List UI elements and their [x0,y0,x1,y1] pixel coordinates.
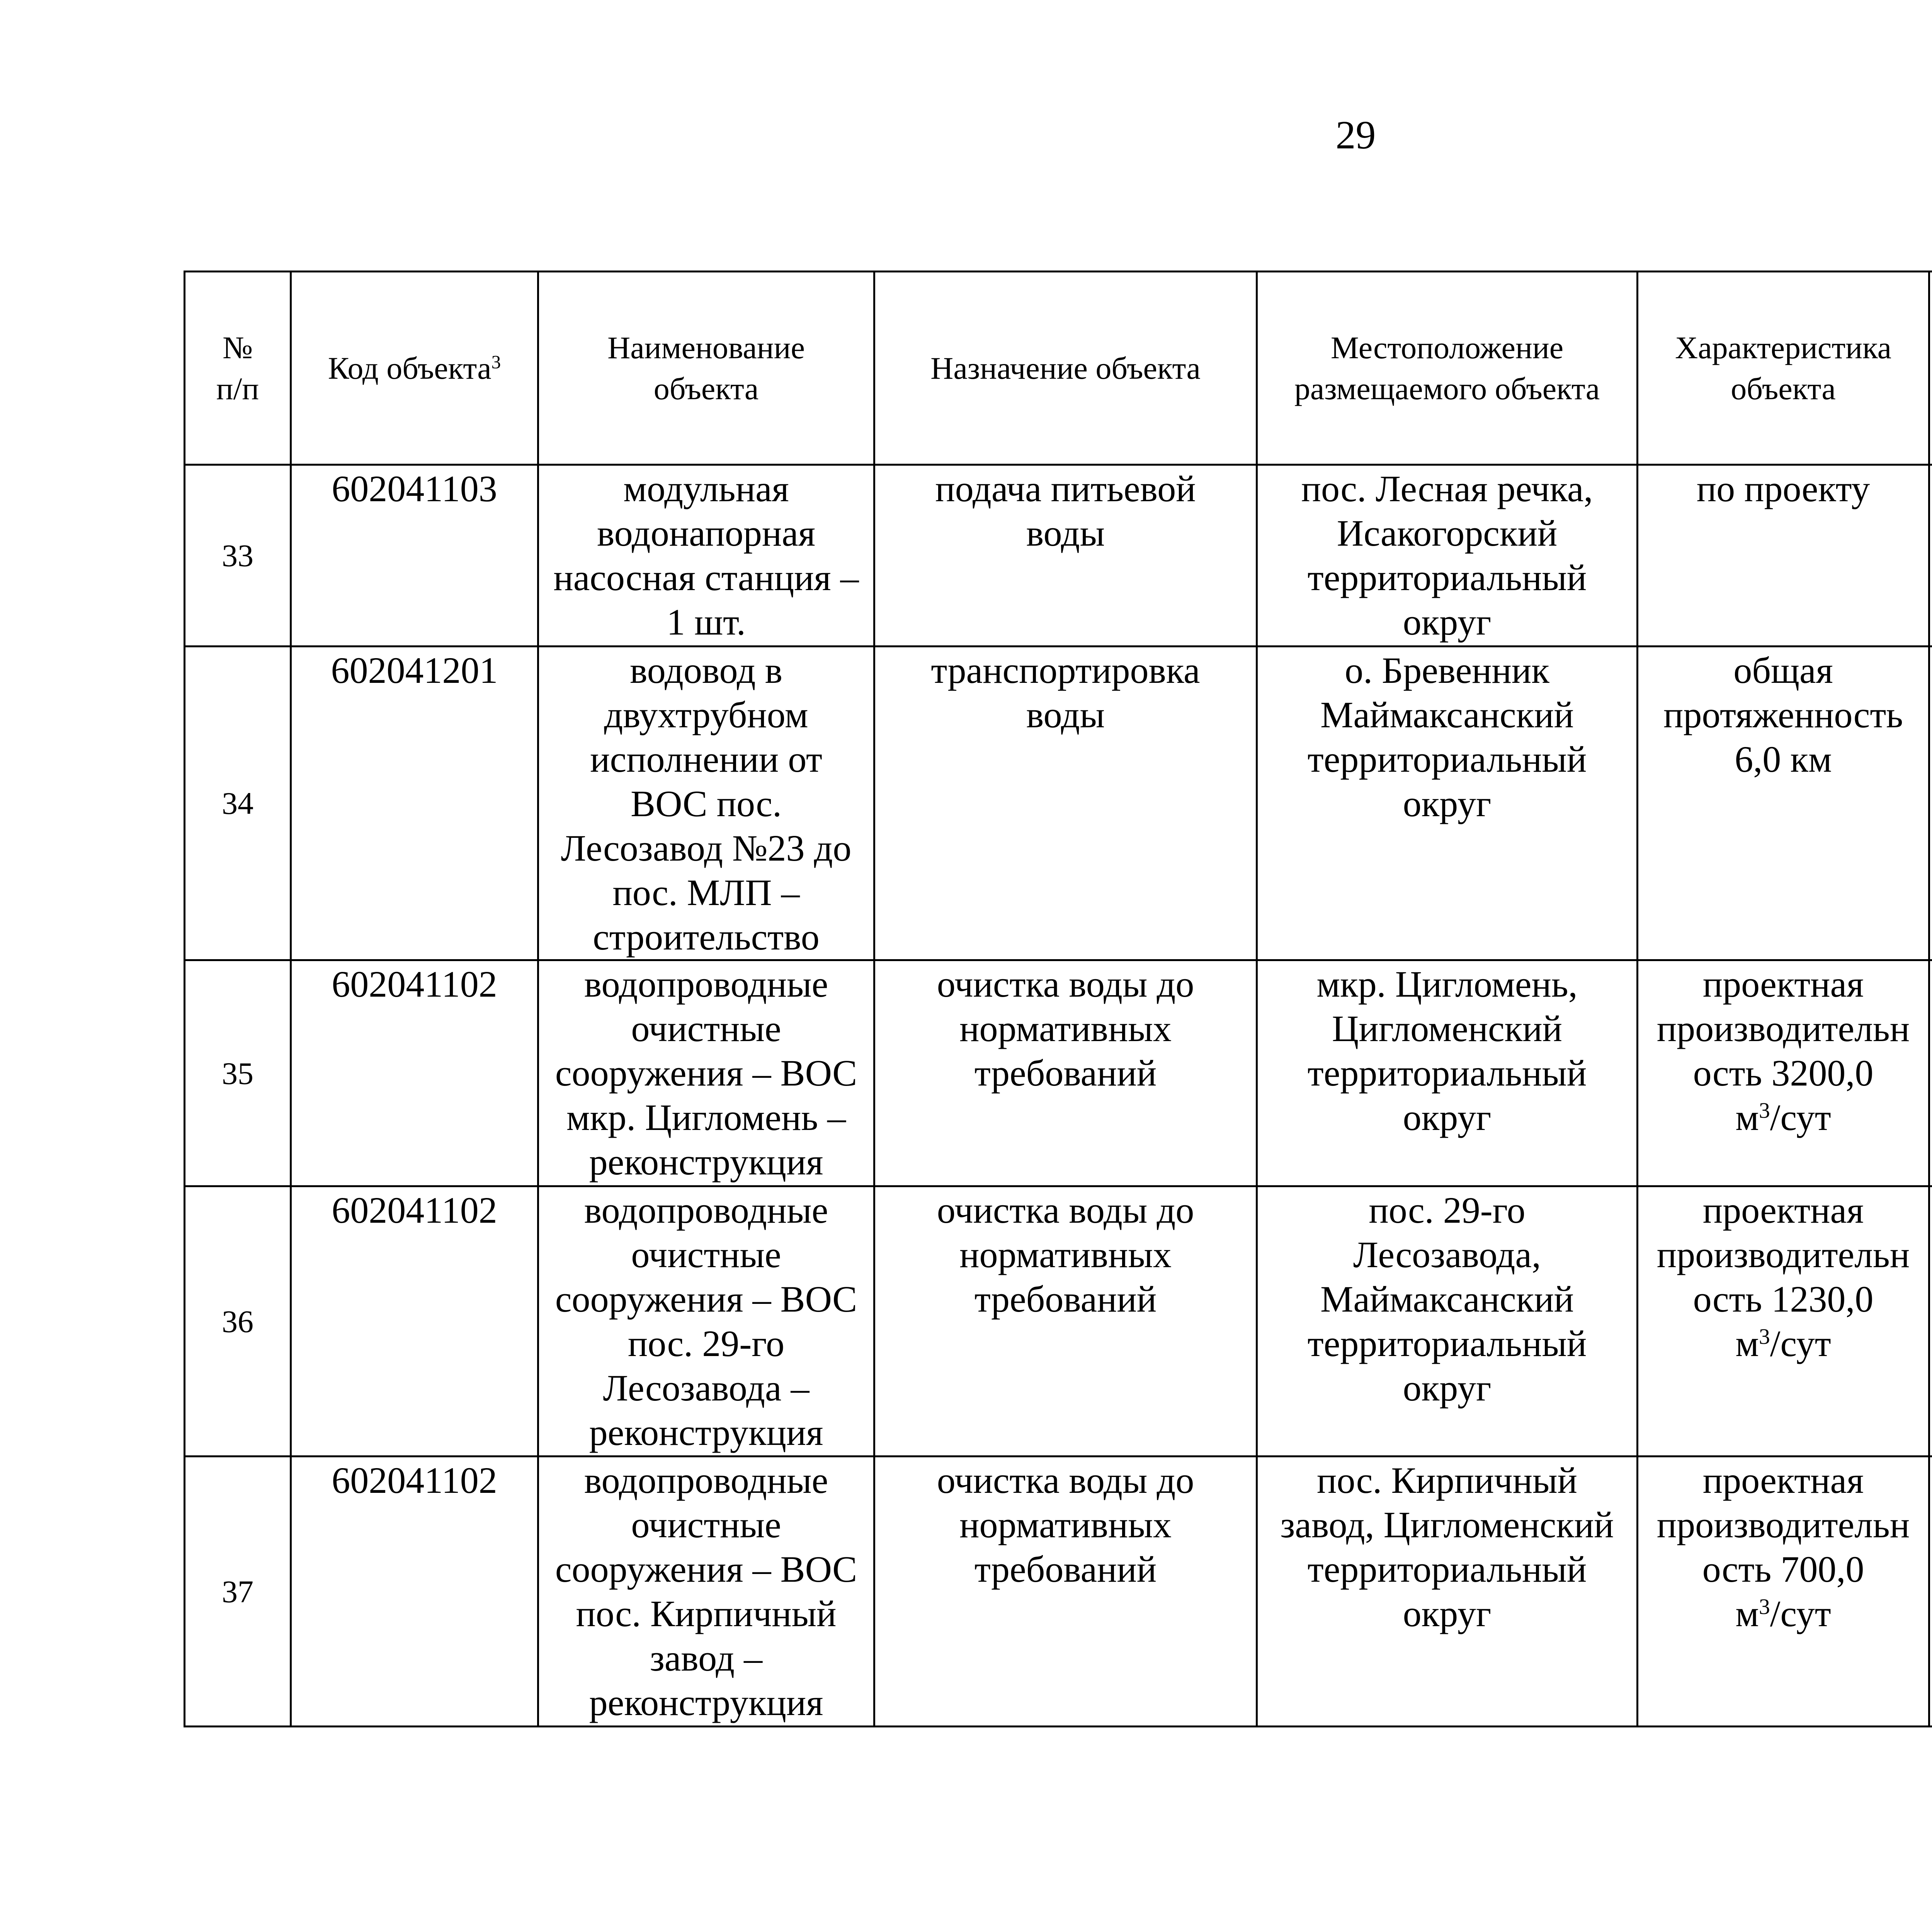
header-name-line1: Наименование [607,330,805,365]
object-purpose [874,465,1257,647]
object-purpose [874,647,1257,960]
header-characteristic-line1: Характеристика [1675,330,1891,365]
object-characteristic [1638,1457,1929,1727]
row-number: 33 [185,465,291,647]
object-name [538,465,874,647]
object-name-line: сооружения – ВОС [555,1548,857,1590]
object-name-line: водонапорная [597,512,815,554]
unit-base: м [1735,1323,1759,1364]
header-location-line2: размещаемого объекта [1294,371,1600,406]
header-code-label: Код объекта [328,350,492,386]
unit-exponent: 3 [1759,1324,1770,1349]
unit-rest: /сут [1770,1593,1831,1634]
object-location-line: Исакогорский [1337,512,1558,554]
object-location-line: территориальный [1307,1548,1587,1590]
object-purpose-line: нормативных [959,1008,1172,1049]
row-number: 37 [185,1457,291,1727]
object-name-line: реконструкция [589,1682,823,1723]
object-purpose [874,1186,1257,1457]
object-zones [1929,1457,1932,1727]
object-name-line: очистные [631,1008,781,1049]
object-name-line: ВОС пос. [631,783,782,824]
header-code [291,272,538,465]
header-characteristic [1638,272,1929,465]
object-name-line: пос. МЛП – [612,872,800,913]
header-location [1257,272,1638,465]
object-name-line: водопроводные [584,1460,828,1501]
object-characteristic [1638,1186,1929,1457]
object-location [1257,647,1638,960]
object-characteristic-line: проектная [1702,963,1864,1005]
object-characteristic-unit [1644,1095,1923,1140]
object-characteristic-line: по проекту [1696,468,1870,509]
table-row [185,1457,1932,1727]
object-name-line: насосная станция – [553,557,859,598]
object-location-line: территориальный [1307,738,1587,780]
header-number-line2: п/п [216,371,259,406]
object-location-line: округ [1403,1097,1492,1138]
table-row [185,960,1932,1186]
object-characteristic-line: проектная [1702,1189,1864,1231]
object-name-line: водовод в [630,650,782,691]
object-code: 602041103 [291,465,538,647]
object-location-line: округ [1403,783,1492,824]
object-characteristic [1638,647,1929,960]
object-characteristic-line: производительн [1656,1234,1910,1275]
table-row [185,1186,1932,1457]
object-name-line: 1 шт. [667,601,746,643]
object-characteristic [1638,960,1929,1186]
object-location-line: округ [1403,1367,1492,1409]
object-code: 602041102 [291,1186,538,1457]
object-name-line: строительство [593,916,820,958]
object-name-line: водопроводные [584,1189,828,1231]
object-location-line: Цигломенский [1332,1008,1562,1049]
object-name-line: сооружения – ВОС [555,1052,857,1094]
object-location-line: пос. Лесная речка, [1301,468,1593,509]
object-code: 602041102 [291,960,538,1186]
object-characteristic-line: проектная [1702,1460,1864,1501]
object-characteristic-line: ость 700,0 [1702,1548,1864,1590]
object-name-line: сооружения – ВОС [555,1278,857,1320]
object-characteristic-unit [1644,1591,1923,1636]
header-characteristic-line2: объекта [1731,371,1836,406]
object-code: 602041102 [291,1457,538,1727]
object-characteristic-line: ость 1230,0 [1693,1278,1874,1320]
header-name [538,272,874,465]
header-purpose: Назначение объекта [874,272,1257,465]
object-name-line: исполнении от [590,738,822,780]
object-name-line: очистные [631,1234,781,1275]
object-location-line: мкр. Цигломень, [1316,963,1578,1005]
header-code-footnote: 3 [491,351,501,373]
object-location [1257,1186,1638,1457]
unit-base: м [1735,1593,1759,1634]
object-name-line: завод – [650,1637,763,1679]
objects-table [184,271,1932,1727]
unit-exponent: 3 [1759,1098,1770,1123]
object-location-line: округ [1403,1593,1492,1634]
object-name-line: Лесозавод №23 до [561,827,852,869]
header-name-line2: объекта [653,371,759,406]
object-location-line: территориальный [1307,1323,1587,1364]
object-purpose-line: нормативных [959,1504,1172,1545]
header-number-line1: № [222,330,253,365]
object-purpose [874,1457,1257,1727]
object-name-line: модульная [623,468,789,509]
object-zones [1929,647,1932,960]
header-location-line1: Местоположение [1330,330,1564,365]
object-characteristic-line: производительн [1656,1008,1910,1049]
object-purpose-line: подача питьевой [935,468,1196,509]
object-location [1257,1457,1638,1727]
row-number: 35 [185,960,291,1186]
object-code: 602041201 [291,647,538,960]
object-location-line: Маймаксанский [1320,694,1574,735]
object-purpose-line: очистка воды до [937,963,1194,1005]
object-characteristic-line: общая [1733,650,1833,691]
object-location-line: территориальный [1307,1052,1587,1094]
table-row [185,647,1932,960]
object-name-line: двухтрубном [604,694,808,735]
object-location [1257,465,1638,647]
object-characteristic-line: 6,0 км [1735,738,1832,780]
object-purpose-line: требований [974,1278,1157,1320]
object-name-line: реконструкция [589,1412,823,1453]
header-number [185,272,291,465]
object-location-line: пос. Кирпичный [1316,1460,1578,1501]
unit-rest: /сут [1770,1323,1831,1364]
row-number: 34 [185,647,291,960]
object-zones [1929,465,1932,647]
object-name-line: реконструкция [589,1141,823,1183]
object-characteristic-line: производительн [1656,1504,1910,1545]
object-location [1257,960,1638,1186]
object-name [538,960,874,1186]
object-name-line: пос. 29-го [628,1323,785,1364]
object-location-line: пос. 29-го [1369,1189,1526,1231]
object-purpose [874,960,1257,1186]
row-number: 36 [185,1186,291,1457]
object-name-line: водопроводные [584,963,828,1005]
object-name-line: пос. Кирпичный [576,1593,837,1634]
object-purpose-line: требований [974,1548,1157,1590]
object-name-line: очистные [631,1504,781,1545]
object-purpose-line: воды [1026,694,1105,735]
object-name-line: мкр. Цигломень – [566,1097,846,1138]
object-location-line: округ [1403,601,1492,643]
object-zones [1929,960,1932,1186]
unit-base: м [1735,1097,1759,1138]
object-characteristic-line: ость 3200,0 [1693,1052,1874,1094]
header-zones [1929,272,1932,465]
object-purpose-line: транспортировка [931,650,1200,691]
object-name [538,1457,874,1727]
object-characteristic-unit [1644,1321,1923,1366]
object-location-line: Маймаксанский [1320,1278,1574,1320]
object-name [538,1186,874,1457]
object-location-line: Лесозавода, [1353,1234,1541,1275]
unit-rest: /сут [1770,1097,1831,1138]
object-purpose-line: нормативных [959,1234,1172,1275]
object-name-line: Лесозавода – [603,1367,810,1409]
unit-exponent: 3 [1759,1594,1770,1619]
object-characteristic [1638,465,1929,647]
object-zones [1929,1186,1932,1457]
object-purpose-line: очистка воды до [937,1460,1194,1501]
object-characteristic-line: протяженность [1663,694,1903,735]
object-purpose-line: очистка воды до [937,1189,1194,1231]
object-name [538,647,874,960]
object-location-line: территориальный [1307,557,1587,598]
object-location-line: завод, Цигломенский [1280,1504,1614,1545]
object-location-line: о. Бревенник [1345,650,1549,691]
object-purpose-line: требований [974,1052,1157,1094]
table-row [185,465,1932,647]
object-purpose-line: воды [1026,512,1105,554]
table-header-row [185,272,1932,465]
page-number: 29 [1335,113,1376,157]
